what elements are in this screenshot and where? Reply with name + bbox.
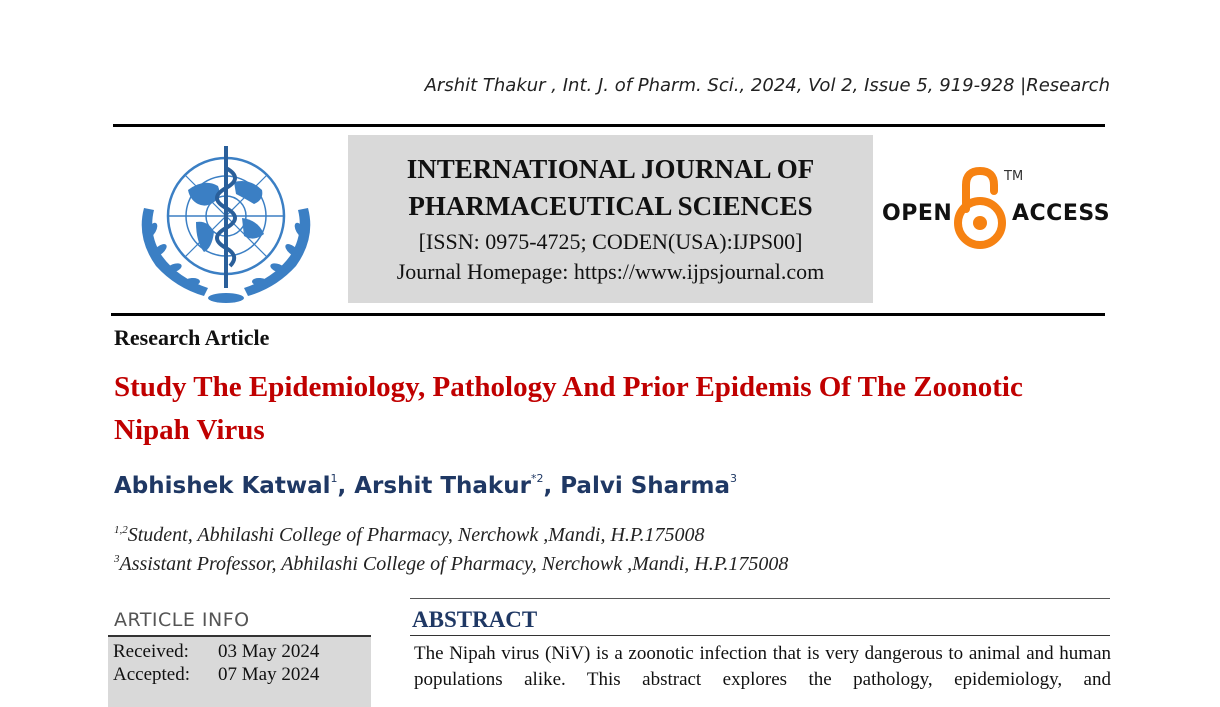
- article-info-heading: ARTICLE INFO: [114, 609, 250, 631]
- abstract-rule: [410, 635, 1110, 636]
- journal-issn: [ISSN: 0975-4725; CODEN(USA):IJPS00]: [418, 229, 803, 254]
- open-access-access-text: ACCESS: [1012, 201, 1111, 226]
- open-access-lock-icon: [952, 165, 1012, 255]
- author-name: Palvi Sharma: [560, 473, 731, 499]
- article-info-label: Accepted:: [113, 664, 191, 685]
- journal-homepage: Journal Homepage: https://www.ijpsjournal.com: [396, 259, 825, 284]
- author-separator: ,: [337, 473, 355, 499]
- masthead-bottom-rule: [111, 313, 1105, 316]
- trademark-mark: TM: [1004, 169, 1024, 184]
- author-name: Arshit Thakur: [354, 473, 531, 499]
- affiliation-text: Assistant Professor, Abhilashi College of Pharmacy, Nerchowk ,Mandi, H.P.175008: [119, 553, 789, 575]
- article-info-value: 07 May 2024: [218, 664, 320, 685]
- running-header-citation: Arshit Thakur , Int. J. of Pharm. Sci., 2024, Vol 2, Issue 5, 919-928 |Research: [424, 75, 1110, 96]
- affiliation-superscript: 1,2: [114, 524, 128, 536]
- article-info-value: 03 May 2024: [218, 641, 320, 662]
- affiliation: [114, 524, 705, 547]
- who-emblem-icon: [126, 138, 326, 306]
- author-superscript: *2: [530, 472, 544, 485]
- affiliation-superscript: 3: [114, 553, 120, 565]
- author-list: [114, 472, 737, 499]
- author-separator: ,: [543, 473, 561, 499]
- article-info-row: [113, 641, 319, 663]
- author-superscript: 1: [330, 472, 338, 485]
- section-divider: [410, 598, 1110, 599]
- affiliation-text: Student, Abhilashi College of Pharmacy, Nerchowk ,Mandi, H.P.175008: [127, 524, 705, 546]
- journal-name: INTERNATIONAL JOURNAL OF PHARMACEUTICAL SCIENCES: [406, 154, 815, 221]
- abstract-text: The Nipah virus (NiV) is a zoonotic infection that is very dangerous to animal and human populations alike. This abstract explores the pathology, epidemiology, and: [414, 643, 1111, 690]
- masthead-top-rule: [113, 124, 1105, 127]
- affiliation: [114, 553, 788, 576]
- article-info-label: Received:: [113, 641, 189, 662]
- article-title: Study The Epidemiology, Pathology And Prior Epidemis Of The Zoonotic Nipah Virus: [114, 371, 1023, 446]
- article-type: Research Article: [114, 325, 270, 350]
- author-name: Abhishek Katwal: [114, 473, 331, 499]
- journal-title-box: [348, 135, 873, 303]
- open-access-open-text: OPEN: [882, 201, 953, 226]
- open-access-logo: [880, 165, 1111, 255]
- author-superscript: 3: [730, 472, 738, 485]
- abstract-heading: ABSTRACT: [412, 607, 538, 632]
- article-info-row: [113, 664, 319, 686]
- article-info-box: [108, 637, 371, 707]
